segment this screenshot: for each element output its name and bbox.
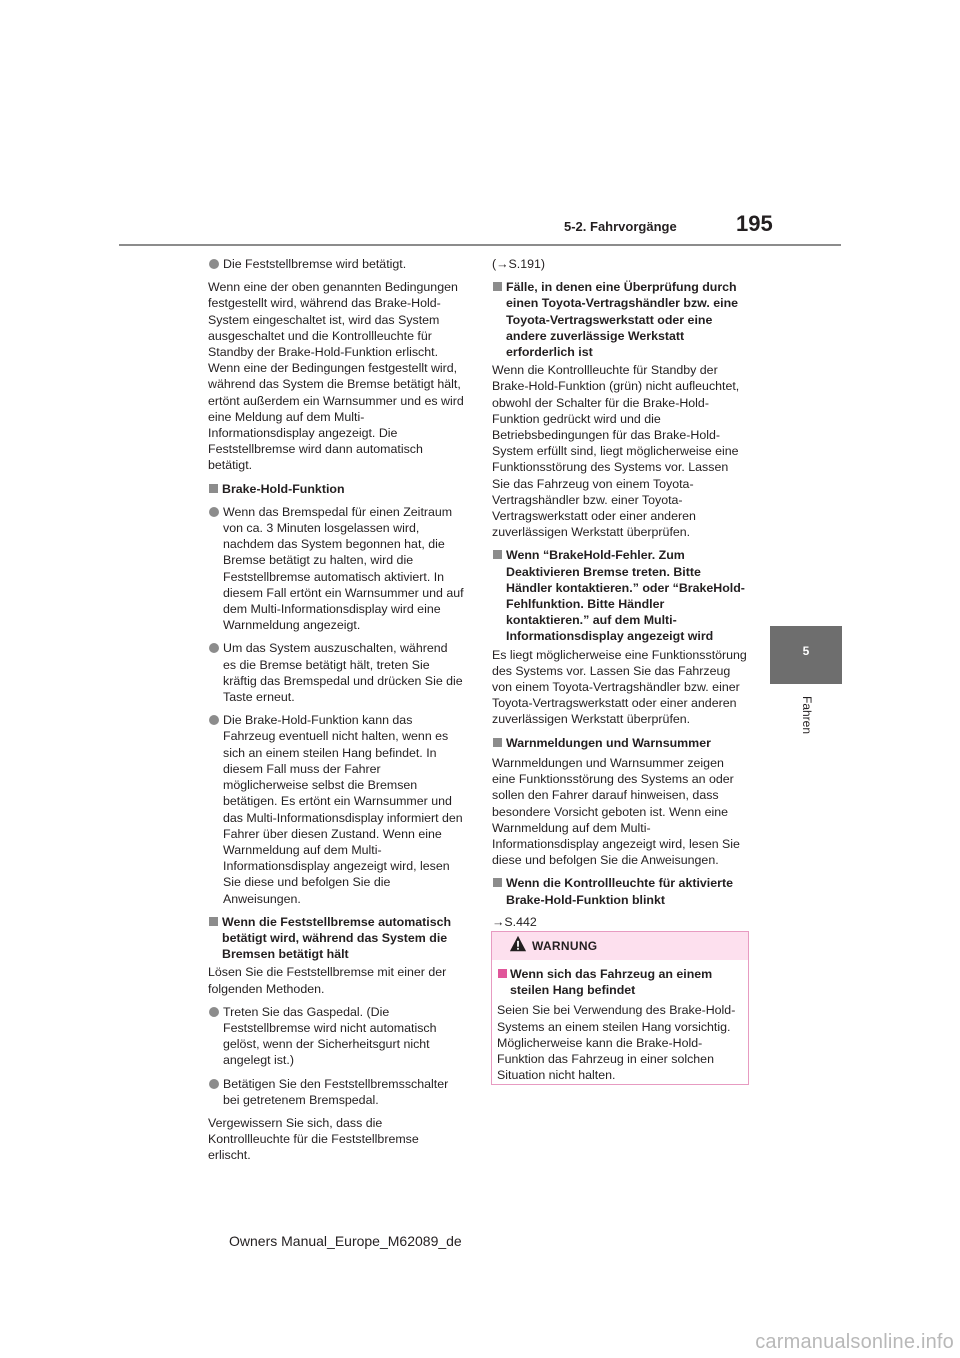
right-column [492,256,748,937]
paragraph: Vergewissern Sie sich, dass die Kontrollleuchte für die Feststellbremse erlischt. [208,1115,419,1163]
paragraph: Es liegt möglicherweise eine Funktionsstörung des Systems vor. Lassen Sie das Fahrzeug von einem Toyota-Vertragshändler bzw. einer Toyota-Vertragswerkstatt oder einer anderen zuverlässigen Werkstatt überprüfen. [492,647,747,727]
chapter-tab [770,626,842,684]
warning-header [492,932,748,960]
warning-body [492,960,748,1083]
paragraph: Warnmeldungen und Warnsummer zeigen eine Funktionsstörung des Systems an oder sollen den Fahrer darauf hinweisen, dass besondere Vorsicht geboten ist. Wenn eine Warnmeldung auf dem Multi-Informationsdisplay angezeigt wird, lesen Sie diese und befolgen Sie die Anweisungen. [492,755,740,868]
warning-box [491,931,749,1085]
watermark: carmanualsonline.info [755,1331,954,1353]
warning-text: Seien Sie bei Verwendung des Brake-Hold-Systems an einem steilen Hang vorsichtig. Möglicherweise kann die Brake-Hold-Funktion das Fahrzeug in einer solchen Situation nicht halten. [497,1003,736,1083]
section-title: 5-2. Fahrvorgänge [564,219,677,234]
subheading: Wenn “BrakeHold-Fehler. Zum Deaktivieren Bremse treten. Bitte Händler kontaktieren.” oder “BrakeHold-Fehlfunktion. Bitte Händler kontaktieren.” auf dem Multi-Informationsdisplay angezeigt wird [492,547,748,644]
chapter-number: 5 [802,644,810,658]
subheading: Wenn die Kontrollleuchte für aktivierte Brake-Hold-Funktion blinkt [492,875,748,907]
warning-triangle-icon [509,935,527,953]
header-rule [119,244,841,246]
paragraph: Wenn die Kontrollleuchte für Standby der Brake-Hold-Funktion (grün) nicht aufleuchtet, obwohl der Schalter für die Brake-Hold-Funktion gedrückt wird und die Betriebsbedingungen für das Brake-Hold-System erfüllt sind, liegt möglicherweise eine Funktionsstörung des Systems vor. Lassen Sie das Fahrzeug von einem Toyota-Vertragshändler bzw. einer Toyota-Vertragswerkstatt oder einer anderen zuverlässigen Werkstatt überprüfen. [492,363,740,540]
subheading: Brake-Hold-Funktion [208,481,464,497]
subheading: Warnmeldungen und Warnsummer [492,735,748,751]
page-reference: (→S.191) [492,257,546,271]
bullet-item: Um das System auszuschalten, während es die Bremse betätigt hält, treten Sie kräftig das Bremspedal und drücken Sie die Taste erneut. [208,640,464,705]
bullet-item: Betätigen Sie den Feststellbremsschalter bei getretenem Bremspedal. [208,1076,464,1108]
paragraph: Wenn eine der oben genannten Bedingungen festgestellt wird, während das Brake-Hold-System eingeschaltet ist, wird das System ausgeschaltet und die Kontrollleuchte für Standby der Brake-Hold-Funktion erlischt. Wenn eine der Bedingungen festgestellt wird, während das System die Bremse betätigt hält, ertönt außerdem ein Warnsummer und es wird eine Meldung auf dem Multi-Informationsdisplay angezeigt. Die Feststellbremse wird dann automatisch betätigt. [208,280,464,473]
bullet-item: Die Feststellbremse wird betätigt. [208,256,464,272]
paragraph: Lösen Sie die Feststellbremse mit einer der folgenden Methoden. [208,965,447,996]
left-column [208,256,464,1171]
subheading: Fälle, in denen eine Überprüfung durch einen Toyota-Vertragshändler bzw. eine Toyota-Vertragswerkstatt oder eine andere zuverlässige Werkstatt erforderlich ist [492,279,748,360]
footer-text: Owners Manual_Europe_M62089_de [229,1233,462,1249]
chapter-label-text: Fahren [800,695,814,735]
warning-heading: Wenn sich das Fahrzeug an einem steilen Hang befindet [497,966,742,998]
bullet-item: Wenn das Bremspedal für einen Zeitraum von ca. 3 Minuten losgelassen wird, nachdem das System begonnen hat, die Bremse betätigt zu halten, wird die Feststellbremse automatisch aktiviert. In diesem Fall ertönt ein Warnsummer und auf dem Multi-Informationsdisplay wird eine Warnmeldung angezeigt. [208,504,464,634]
subheading: Wenn die Feststellbremse automatisch betätigt wird, während das System die Bremsen betätigt hält [208,914,464,963]
bullet-item: Treten Sie das Gaspedal. (Die Feststellbremse wird nicht automatisch gelöst, wenn der Sicherheitsgurt nicht angelegt ist.) [208,1004,464,1069]
bullet-item: Die Brake-Hold-Funktion kann das Fahrzeug eventuell nicht halten, wenn es sich an einem steilen Hang befindet. In diesem Fall muss der Fahrer möglicherweise selbst die Bremsen betätigen. Es ertönt ein Warnsummer und das Multi-Informationsdisplay informiert den Fahrer über diesen Zustand. Wenn eine Warnmeldung auf dem Multi-Informationsdisplay angezeigt wird, lesen Sie diese und befolgen Sie die Anweisungen. [208,712,464,906]
page-reference: →S.442 [492,914,537,929]
warning-title: WARNUNG [532,939,598,953]
chapter-label [799,690,815,740]
page-number: 195 [736,211,773,236]
